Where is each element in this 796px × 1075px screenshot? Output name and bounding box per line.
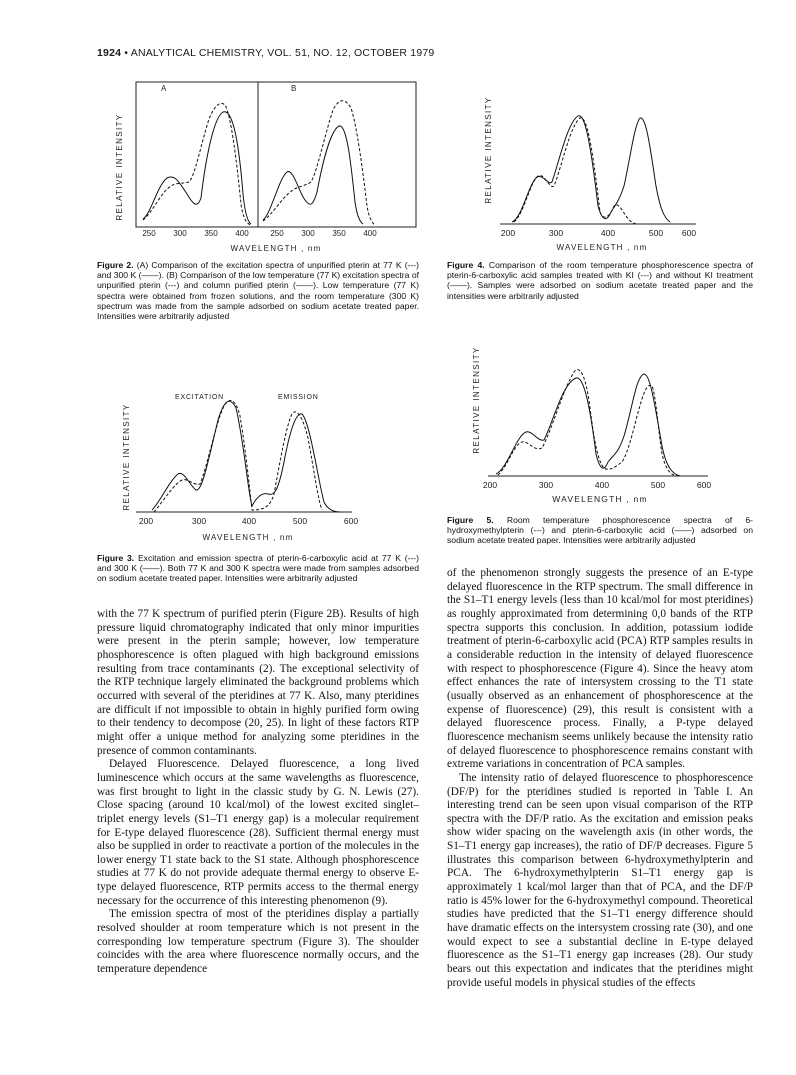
fig2b-ticks <box>270 229 377 238</box>
figure-5-xlabel: WAVELENGTH , nm <box>552 494 648 504</box>
figure-5-caption-text: Room temperature phosphorescence spectra of 6-hydroxymethylpterin (---) and pterin-6-carboxylic acid (——) adsorbed on sodium acetate treated paper. Intensities were arbitrarily adjusted <box>447 515 753 546</box>
figure-5-caption-label: Figure 5. <box>447 515 494 525</box>
fig4-tick-label: 400 <box>600 228 616 238</box>
journal-line: ANALYTICAL CHEMISTRY, VOL. 51, NO. 12, OCTOBER 1979 <box>130 47 435 59</box>
running-header <box>97 47 434 59</box>
fig2b-tick-label: 400 <box>363 229 377 238</box>
panel-b-label: B <box>291 84 297 93</box>
fig4-ticks <box>501 228 696 238</box>
figure-5-ylabel: RELATIVE INTENSITY <box>472 346 481 454</box>
emission-label: EMISSION <box>278 394 319 401</box>
right-paragraph-2: The intensity ratio of delayed fluorescence to phosphorescence (DF/P) for the pteridines studied is reported in Table I. An interesting trend can be seen upon visual comparison of the RTP spectra with the DF/P ratio. As the excitation and emission peaks show wider spacing on the wavelength axis (in other words, the S1–T1 energy gap increases), the ratio of DF/P decreases. Figure 5 illustrates this comparison between 6-hydroxymethylpterin and PCA. The 6-hydroxymethylpterin S1–T1 energy gap is approximately 1 kcal/mol larger than that of PCA, and the DF/P ratio is 45% lower for the 6-hydroxymethyl compound. Theoretical studies have predicted that the S1–T1 energy difference should have dramatic effects on the intersystem crossing rate (30), and one would expect to see a substantial decline in E-type delayed fluorescence as the S1–T1 energy gap increases (28). Our study bears out this expectation and indicates that the pteridines might provide useful models in physical studies of the effects <box>447 771 753 989</box>
fig2a-tick-label: 300 <box>173 229 187 238</box>
fig2b-tick-label: 250 <box>270 229 284 238</box>
fig5-tick-label: 500 <box>650 480 666 490</box>
figure-4-caption <box>447 260 753 301</box>
figure-3-caption-text: Excitation and emission spectra of pterin-6-carboxylic acid at 77 K (---) and 300 K (——). Both 77 K and 300 K spectra were made from samples adsorbed on sodium acetate treated paper. Intensities were arbitrarily adjusted <box>97 553 419 584</box>
left-paragraph-3: The emission spectra of most of the pteridines display a partially resolved shoulder at room temperature which is not present in the corresponding low temperature spectrum (Figure 3). The shoulder coincides with the area where fluorescence normally occurs, and the temperature dependence <box>97 908 419 976</box>
fig2b-solid-curve <box>263 126 363 224</box>
fig5-tick-label: 400 <box>594 480 610 490</box>
figure-5 <box>466 336 716 504</box>
excitation-label: EXCITATION <box>175 394 224 401</box>
figure-2-frame <box>136 82 416 227</box>
fig4-solid-curve <box>512 116 670 222</box>
panel-a-label: A <box>161 84 167 93</box>
figure-4-ylabel: RELATIVE INTENSITY <box>484 96 493 204</box>
fig5-ticks <box>483 480 711 490</box>
fig3-tick-label: 600 <box>343 516 359 526</box>
fig2b-tick-label: 300 <box>301 229 315 238</box>
fig3-ticks <box>139 516 358 526</box>
figure-3-ylabel: RELATIVE INTENSITY <box>122 403 131 511</box>
fig4-tick-label: 200 <box>500 228 516 238</box>
fig4-tick-label: 500 <box>648 228 664 238</box>
left-column <box>97 608 419 977</box>
figure-2 <box>105 74 435 254</box>
figure-2-caption-label: Figure 2. <box>97 260 134 270</box>
fig3-tick-label: 400 <box>241 516 257 526</box>
fig2a-tick-label: 350 <box>204 229 218 238</box>
fig5-dashed-curve <box>498 370 678 476</box>
page-number: 1924 <box>97 47 122 59</box>
left-paragraph-1: with the 77 K spectrum of purified pterin (Figure 2B). Results of high pressure liquid chromatography indicated that only minor impurities were present in the pterin sample; however, low temperature phosphorescence is often plagued with high background emissions resulting from trace contaminants (2). The exceptional selectivity of the RTP technique largely eliminated the background problems which occurred with several of the pteridines at 77 K. Also, many pteridines are difficult if not impossible to obtain in highly purified form owing to their tendency to decompose (20, 25). In light of these factors RTP might offer a unique method for analyzing some pteridines in the presence of common contaminants. <box>97 608 419 757</box>
fig4-dashed-curve <box>514 118 638 224</box>
fig2a-tick-label: 250 <box>142 229 156 238</box>
figure-3-caption-label: Figure 3. <box>97 553 135 563</box>
fig3-tick-label: 500 <box>292 516 308 526</box>
figure-3 <box>112 382 382 548</box>
figure-2-caption <box>97 260 419 321</box>
right-column <box>447 567 753 990</box>
figure-2-xlabel: WAVELENGTH , nm <box>230 244 322 253</box>
fig4-tick-label: 600 <box>681 228 697 238</box>
fig2a-ticks <box>142 229 249 238</box>
figure-4-caption-text: Comparison of the room temperature phosphorescence spectra of pterin-6-carboxylic acid samples treated with KI (---) and without KI treatment (——). Samples were adsorbed on sodium acetate treated paper and the intensities were arbitrarily adjusted <box>447 260 753 301</box>
fig2a-dashed-curve <box>143 103 251 225</box>
fig5-solid-curve <box>496 374 680 476</box>
figure-3-caption <box>97 553 419 584</box>
figure-3-xlabel: WAVELENGTH , nm <box>202 533 294 542</box>
right-paragraph-1: of the phenomenon strongly suggests the presence of an E-type delayed fluorescence in the RTP spectrum. The small difference in the S1–T1 energy levels (less than 10 kcal/mol for most pteridines) as roughly approximated from determining 0,0 bands of the RTP spectra supports this conclusion. In addition, potassium iodide treatment of pterin-6-carboxylic acid (PCA) RTP samples results in a considerable reduction in the intensity of delayed fluorescence with respect to phosphorescence (Figure 4). Since the heavy atom effect enhances the rate of intersystem crossing to the T1 state (usually observed as an enhancement of phosphorescence at the expense of fluorescence) (29), this result is consistent with a delayed fluorescence process. Finally, a P-type delayed fluorescence mechanism seems unlikely because the intensity ratio of delayed fluorescence to phosphorescence remains constant with extreme variations in concentration of PCA samples. <box>447 567 753 771</box>
figure-2-ylabel: RELATIVE INTENSITY <box>115 113 124 221</box>
fig4-tick-label: 300 <box>548 228 564 238</box>
figure-4-caption-label: Figure 4. <box>447 260 485 270</box>
figure-5-caption <box>447 515 753 546</box>
fig3-tick-label: 300 <box>191 516 207 526</box>
fig2a-solid-curve <box>143 112 251 224</box>
figure-4 <box>478 86 708 254</box>
fig2a-tick-label: 400 <box>235 229 249 238</box>
fig2b-tick-label: 350 <box>332 229 346 238</box>
fig5-tick-label: 300 <box>538 480 554 490</box>
header-bullet: • <box>124 47 129 59</box>
fig5-tick-label: 200 <box>482 480 498 490</box>
fig3-tick-label: 200 <box>138 516 154 526</box>
fig2b-dashed-curve <box>263 101 375 225</box>
left-paragraph-2: Delayed Fluorescence. Delayed fluorescence, a long lived luminescence which occurs at the same wavelengths as fluorescence, was first brought to light in the classic study by G. N. Lewis (27). Close spacing (around 10 kcal/mol) of the lowest excited singlet–triplet energy levels (S1–T1 energy gap) is a molecular requirement for E-type delayed fluorescence (28). Sufficient thermal energy must also be supplied in order to reactivate a portion of the molecules in the lower energy T1 state back to the S1 state. Although phosphorescence studies at 77 K do not provide adequate thermal energy to observe E-type delayed fluorescence, RTP permits access to the thermal energy necessary for the occurrence of this interesting phenomenon (9). <box>97 758 419 907</box>
fig5-tick-label: 600 <box>696 480 712 490</box>
figure-4-xlabel: WAVELENGTH , nm <box>556 243 648 252</box>
figure-2-caption-text: (A) Comparison of the excitation spectra of unpurified pterin at 77 K (---) and 300 K (——). (B) Comparison of the low temperature (77 K) excitation spectra of unpurified pterin (---) and column purified pterin (——). Low temperature (77 K) spectra were obtained from frozen solutions, and the room temperature (300 K) spectrum was made from the sample adsorbed on sodium acetate treated paper. Intensities were arbitrarily adjusted <box>97 260 420 322</box>
